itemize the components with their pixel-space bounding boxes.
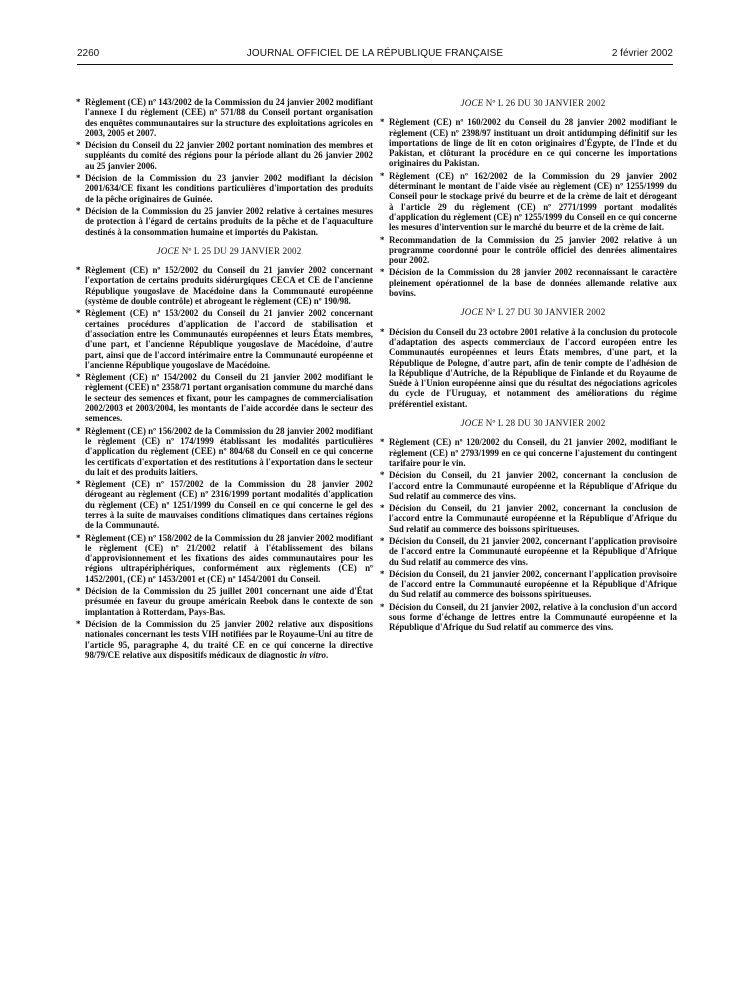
section-issue: Nº L 25 DU 29 JANVIER 2002 [181,245,302,256]
header-rule [77,64,673,65]
list-item [380,234,677,266]
entry-text: Règlement (CE) nº 143/2002 de la Commission du 24 janvier 2002 modifiant l'annexe I du règlement (CEE) nº 571/88 du Conseil portant organisation des enquêtes communautaires sur la structure des exploitations agricoles en 2003, 2005 et 2007. [85,97,373,138]
list-item [380,170,677,233]
bullet-star: * [76,140,81,151]
entry-text: Décision de la Commission du 28 janvier 2002 reconnaissant le caractère pleinement opérationnel de la base de données allemande relative aux bovins. [389,267,677,299]
bullet-star: * [380,234,385,245]
list-item [76,479,373,531]
bullet-star: * [76,532,81,543]
list-item [380,117,677,169]
bullet-star: * [380,170,385,181]
section-issue: Nº L 28 DU 30 JANVIER 2002 [485,418,606,429]
bullet-star: * [380,503,385,514]
bullet-star: * [76,372,81,383]
list-item [76,265,373,307]
list-item [76,425,373,477]
entry-text: Décision de la Commission du 25 janvier 2002 relative aux dispositions nationales concernant les tests VIH notifiées par le Royaume-Uni au titre de l'article 95, paragraphe 4, du traité CE en ce qui concerne la directive 98/79/CE relative aux dispositifs médicaux de diagnostic [85,618,373,660]
bullet-star: * [380,535,385,546]
bullet-star: * [76,586,81,597]
bullet-star: * [380,568,385,579]
bullet-star: * [380,267,385,278]
section-heading-l26 [389,98,677,108]
bullet-star: * [76,265,81,276]
entry-text: Règlement (CE) nº 120/2002 du Conseil, du 21 janvier 2002, modifiant le règlement (CE) nº 2793/1999 en ce qui concerne l'ajustement du contingent tarifaire pour le vin. [389,437,677,468]
list-item [76,97,373,138]
list-item [380,326,677,409]
bullet-star: * [380,470,385,481]
list-item [76,618,373,660]
issue-date: 2 février 2002 [611,48,673,59]
bullet-star: * [76,479,81,490]
list-item [380,601,677,633]
entry-end: . [325,649,329,660]
section-heading-l28 [389,418,677,428]
list-item [76,140,373,171]
entry-text: Décision du Conseil du 23 octobre 2001 relative à la conclusion du protocole d'adaptation des aspects commerciaux de l'accord européen entre les Communautés européennes et leurs États membres, d'une part, et la République de Pologne, d'autre part, afin de tenir compte de l'adhésion de la République d'Autriche, de la République de Finlande et du Royaume de Suède à l'Union européenne ainsi que du résultat des négociations agricoles du cycle de l'Uruguay, et notamment des améliorations du régime préférentiel existant. [389,326,677,409]
entry-text: Règlement (CE) nº 158/2002 de la Commission du 28 janvier 2002 modifiant le règlement (CE) nº 21/2002 relatif à l'établissement des bilans d'approvisionnement et les fixations des aides communautaires pour les régions ultrapériphériques, conformément aux règlements (CE) nº 1452/2001, (CE) nº 1453/2001 et (CE) nº 1454/2001 du Conseil. [85,532,373,584]
right-entries-l27 [380,326,677,409]
right-entries-l28 [380,437,677,633]
entry-text: Décision du Conseil, du 21 janvier 2002, relative à la conclusion d'un accord sous forme d'échange de lettres entre la Communauté européenne et la République d'Afrique du Sud relatif au commerce des vins. [389,601,677,633]
section-heading-l25 [85,246,373,256]
section-issue: Nº L 26 DU 30 JANVIER 2002 [485,98,606,108]
entry-text: Règlement (CE) nº 156/2002 de la Commission du 28 janvier 2002 modifiant le règlement (CE) nº 174/1999 établissant les modalités particulières d'application du règlement (CEE) nº 804/68 du Conseil en ce qui concerne les certificats d'exportation et des restitutions à l'exportation dans le secteur du lait et des produits laitiers. [85,425,373,477]
list-item [380,437,677,468]
bullet-star: * [380,117,385,128]
left-entries-l25 [76,265,373,660]
entry-text: Décision du Conseil, du 21 janvier 2002, concernant l'application provisoire de l'accord entre la Communauté européenne et la République d'Afrique du Sud relatif au commerce des boissons spiritueuses. [389,568,677,600]
list-item [76,308,373,370]
section-issue: Nº L 27 DU 30 JANVIER 2002 [485,307,606,318]
entry-text: Décision du Conseil, du 21 janvier 2002, concernant la conclusion de l'accord entre la Communauté européenne et la République d'Afrique du Sud relatif au commerce des vins. [389,470,677,501]
entry-text: Règlement (CE) nº 154/2002 du Conseil du 21 janvier 2002 modifiant le règlement (CEE) nº 2358/71 portant organisation commune du marché dans le secteur des semences et fixant, pour les campagnes de commercialisation 2002/2003 et 2003/2004, les montants de l'aide accordée dans le secteur des semences. [85,372,373,424]
journal-title: JOURNAL OFFICIEL DE LA RÉPUBLIQUE FRANÇAISE [246,48,504,59]
page-header [77,48,673,64]
joce-label: JOCE [156,245,180,256]
entry-text: Décision de la Commission du 25 juillet 2001 concernant une aide d'État présumée en faveur du groupe américain Reebok dans le contexte de son implantation à Rotterdam, Pays-Bas. [85,586,373,617]
bullet-star: * [380,601,385,612]
bullet-star: * [76,205,81,216]
section-heading-l27 [389,307,677,317]
list-item [380,503,677,534]
list-item [76,205,373,237]
bullet-star: * [76,308,81,319]
entry-text: Recommandation de la Commission du 25 janvier 2002 relative à un programme coordonné pour le contrôle officiel des denrées alimentaires pour 2002. [389,234,677,266]
bullet-star: * [76,425,81,436]
page-number: 2260 [77,48,100,59]
bullet-star: * [76,618,81,629]
right-column [380,98,677,635]
entry-italic: in vitro [299,649,326,660]
joce-label: JOCE [460,418,484,429]
list-item [380,535,677,567]
entry-text: Règlement (CE) nº 157/2002 de la Commission du 28 janvier 2002 dérogeant au règlement (CE) nº 2316/1999 portant modalités d'application du règlement (CE) nº 1251/1999 du Conseil en ce qui concerne le gel des terres à la suite de mauvaises conditions climatiques dans certaines régions de la Communauté. [85,479,373,531]
left-column [76,97,373,662]
bullet-star: * [380,437,385,448]
joce-label: JOCE [460,98,484,108]
entry-text: Décision de la Commission du 25 janvier 2002 relative à certaines mesures de protection à l'égard de certains produits de la pêche et de l'aquaculture destinés à la consommation humaine et importés du Pakistan. [85,205,373,237]
list-item [76,532,373,584]
entry-text: Décision de la Commission du 23 janvier 2002 modifiant la décision 2001/634/CE fixant les conditions particulières d'importation des produits de la pêche originaires de Guinée. [85,173,373,204]
entry-text: Décision du Conseil, du 21 janvier 2002, concernant l'application provisoire de l'accord entre la Communauté européenne et la République d'Afrique du Sud relatif au commerce des vins. [389,535,677,567]
list-item [380,267,677,299]
entry-text: Règlement (CE) nº 153/2002 du Conseil du 21 janvier 2002 concernant certaines procédures d'application de l'accord de stabilisation et d'association entre les Communautés européennes et leurs États membres, d'une part, et l'ancienne République yougoslave de Macédoine, d'autre part, ainsi que de l'accord intérimaire entre la Communauté européenne et l'ancienne République yougoslave de Macédoine. [85,308,373,370]
list-item [76,586,373,617]
entry-text: Décision du Conseil, du 21 janvier 2002, concernant la conclusion de l'accord entre la Communauté européenne et la République d'Afrique du Sud relatif au commerce des boissons spiritueuses. [389,503,677,534]
entry-text: Règlement (CE) nº 160/2002 du Conseil du 28 janvier 2002 modifiant le règlement (CE) nº 2398/97 instituant un droit antidumping définitif sur les importations de linge de lit en coton originaires d'Égypte, de l'Inde et du Pakistan, et clôturant la procédure en ce qui concerne les importations originaires du Pakistan. [389,117,677,169]
entry-text: Décision du Conseil du 22 janvier 2002 portant nomination des membres et suppléants du comité des régions pour la période allant du 26 janvier 2002 au 25 janvier 2006. [85,140,373,171]
bullet-star: * [380,326,385,337]
bullet-star: * [76,97,81,107]
entry-text: Règlement (CE) nº 152/2002 du Conseil du 21 janvier 2002 concernant l'exportation de certains produits sidérurgiques CECA et CE de l'ancienne République yougoslave de Macédoine dans la Communauté européenne (système de double contrôle) et abrogeant le règlement (CE) nº 190/98. [85,265,373,307]
bullet-star: * [76,173,81,184]
list-item [380,568,677,600]
list-item [76,372,373,424]
joce-label: JOCE [460,307,484,318]
right-entries-l26 [380,117,677,299]
entry-text: Règlement (CE) nº 162/2002 de la Commission du 29 janvier 2002 déterminant le montant de l'aide visée au règlement (CE) nº 1255/1999 du Conseil pour le stockage privé du beurre et de la crème de lait et dérogeant à l'article 29 du règlement (CE) nº 2771/1999 portant modalités d'application du règlement (CE) nº 1255/1999 du Conseil en ce qui concerne les mesures d'intervention sur le marché du beurre et de la crème de lait. [389,170,677,233]
list-item [380,470,677,501]
list-item [76,173,373,204]
left-entries-top [76,97,373,237]
